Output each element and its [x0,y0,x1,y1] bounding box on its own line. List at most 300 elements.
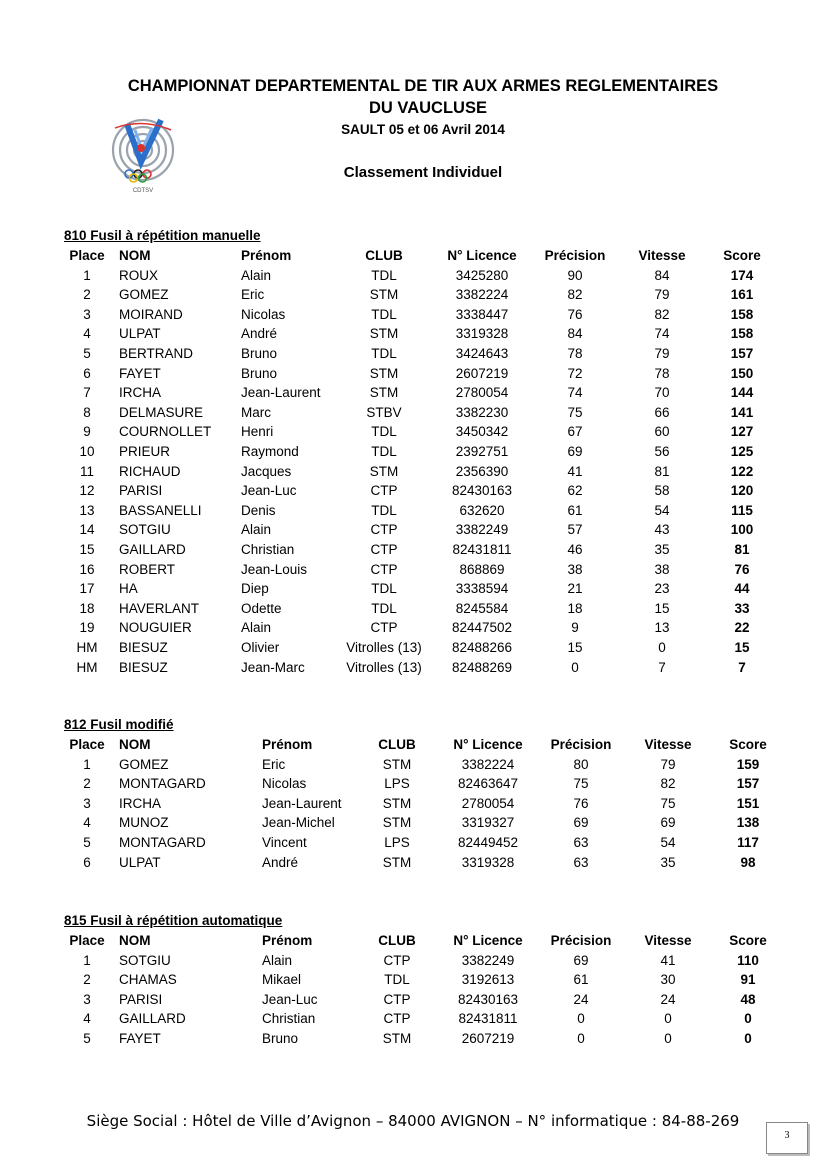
table-header [0,931,826,951]
cell-place: 2 [83,972,91,988]
cell-club: STM [382,1031,412,1046]
cell-club: TDL [371,346,397,361]
cell-vitesse: 82 [654,306,670,322]
cell-place: 13 [79,502,95,518]
header-nom: NOM [119,737,151,752]
cell-vitesse: 79 [654,287,670,303]
cell-licence: 2780054 [461,795,515,811]
cell-precision: 78 [567,346,583,361]
cell-precision: 61 [573,972,589,988]
cell-place: HM [76,640,98,655]
cell-club: STM [369,365,399,381]
cell-club: STM [369,385,399,401]
cell-vitesse: 41 [660,952,676,968]
cell-place: 10 [79,444,95,459]
event-subtitle: SAULT 05 et 06 Avril 2014 [341,122,505,137]
cell-club: CTP [370,483,398,499]
cell-place: 6 [83,365,91,381]
cell-nom: GOMEZ [119,756,169,772]
page-number: 3 [766,1122,808,1154]
cell-prenom: Eric [241,287,265,303]
cell-nom: PARISI [119,483,163,499]
cell-club: STM [382,815,412,831]
cell-score: 151 [736,795,760,811]
header-score: Score [723,248,761,263]
cell-score: 100 [730,522,754,538]
cell-licence: 82431811 [452,542,512,557]
table-row [0,520,826,540]
cell-licence: 3338594 [455,581,509,597]
cell-nom: PARISI [119,991,163,1007]
cell-nom: CHAMAS [119,972,177,988]
cell-precision: 69 [573,815,589,831]
header-prenom: Prénom [262,737,313,752]
cell-club: STM [369,326,399,342]
cell-licence: 3319327 [461,815,515,831]
cell-club: CTP [370,542,398,557]
cell-club: STM [382,854,412,870]
table-row [0,755,826,775]
cell-nom: ULPAT [119,326,161,342]
cell-score: 44 [734,581,750,597]
table-row [0,266,826,286]
cell-prenom: Raymond [241,444,299,459]
table-row [0,658,826,678]
cell-prenom: Jacques [241,463,292,479]
cell-nom: MONTAGARD [119,776,206,792]
cell-vitesse: 56 [654,444,670,459]
cell-vitesse: 84 [654,267,670,283]
header-score: Score [729,737,767,752]
cell-club: CTP [383,952,411,968]
cell-score: 117 [737,835,759,850]
cell-place: 11 [79,463,94,479]
table-row [0,403,826,423]
cell-vitesse: 54 [654,502,670,518]
table-row [0,305,826,325]
cell-licence: 82488266 [451,640,513,655]
cell-nom: SOTGIU [119,952,171,968]
header-precision: Précision [550,737,612,752]
cell-vitesse: 7 [658,659,666,675]
cell-prenom: Jean-Michel [262,815,335,831]
cell-score: 76 [734,561,750,577]
table-row [0,462,826,482]
table-row [0,990,826,1010]
header-nom: NOM [119,933,151,948]
cell-prenom: Jean-Louis [241,561,308,577]
cell-prenom: Nicolas [262,776,307,792]
cell-nom: RICHAUD [119,463,181,479]
header-club: CLUB [365,248,403,263]
cell-licence: 8245584 [455,600,509,616]
cell-precision: 80 [573,756,589,772]
header-nom: NOM [119,248,151,263]
cell-club: STM [382,795,412,811]
table-row [0,324,826,344]
cell-vitesse: 30 [660,972,676,988]
cell-precision: 21 [567,581,583,597]
section-title: 810 Fusil à répétition manuelle [64,228,261,243]
cell-nom: COURNOLLET [119,424,212,440]
cell-precision: 72 [567,365,583,381]
cell-prenom: Alain [262,952,293,968]
cell-nom: ROBERT [119,561,176,577]
cell-nom: DELMASURE [119,404,204,420]
cell-club: LPS [384,776,410,792]
cell-score: 122 [730,463,754,479]
cell-prenom: Vincent [262,835,307,850]
cell-nom: NOUGUIER [119,620,192,636]
table-row [0,618,826,638]
cell-precision: 0 [577,1011,585,1027]
table-row [0,285,826,305]
cell-nom: IRCHA [119,795,162,811]
cell-licence: 2780054 [455,385,509,401]
cell-score: 120 [730,483,754,499]
cell-licence: 632620 [459,502,505,518]
cell-vitesse: 0 [658,640,666,655]
cell-place: HM [76,659,98,675]
document-title: CHAMPIONNAT DEPARTEMENTAL DE TIR AUX ARMES REGLEMENTAIRES [127,77,719,95]
cell-club: TDL [371,267,397,283]
cell-licence: 82430163 [451,483,513,499]
header-prenom: Prénom [262,933,313,948]
cell-place: 2 [83,287,91,303]
cell-licence: 3319328 [455,326,509,342]
cell-prenom: Henri [241,424,274,440]
table-row [0,364,826,384]
cell-score: 48 [740,991,756,1007]
cell-licence: 3192613 [461,972,515,988]
cell-precision: 75 [567,404,583,420]
cell-vitesse: 13 [654,620,670,636]
cell-precision: 15 [567,640,583,655]
cell-licence: 3382230 [455,404,509,420]
cell-precision: 18 [567,600,583,616]
cell-score: 127 [730,424,754,440]
cell-precision: 0 [577,1031,585,1046]
cell-score: 158 [730,326,754,342]
table-row [0,833,826,853]
header-vitesse: Vitesse [644,933,692,948]
cell-place: 8 [83,404,91,420]
cell-club: STBV [366,404,402,420]
cell-licence: 3382249 [461,952,515,968]
cell-precision: 46 [567,542,583,557]
cell-score: 138 [736,815,760,831]
cell-nom: PRIEUR [119,444,171,459]
cell-nom: ROUX [119,267,159,283]
cell-club: TDL [384,972,410,988]
table-row [0,970,826,990]
cell-nom: MUNOZ [119,815,169,831]
cell-precision: 63 [573,854,589,870]
table-header [0,735,826,755]
cell-score: 22 [734,620,750,636]
table-row [0,794,826,814]
cell-vitesse: 35 [660,854,676,870]
cell-club: Vitrolles (13) [346,659,422,675]
cell-precision: 62 [567,483,583,499]
header-licence: N° Licence [453,933,523,948]
cell-vitesse: 82 [660,776,676,792]
header-precision: Précision [544,248,606,263]
cell-precision: 67 [567,424,583,440]
cell-nom: BASSANELLI [119,502,202,518]
cell-score: 150 [730,365,754,381]
table-row [0,853,826,873]
cell-prenom: Bruno [241,346,278,361]
cell-vitesse: 43 [654,522,670,538]
cell-vitesse: 79 [654,346,670,361]
cell-prenom: Jean-Luc [262,991,318,1007]
cell-place: 4 [83,326,91,342]
cell-place: 5 [83,1031,91,1046]
cell-club: CTP [370,561,398,577]
cdtsv-logo [105,110,185,196]
cell-score: 33 [734,600,750,616]
cell-precision: 63 [573,835,589,850]
table-row [0,1029,826,1049]
cell-club: TDL [371,581,397,597]
cell-prenom: Denis [241,502,276,518]
cell-licence: 2607219 [461,1031,515,1046]
cell-score: 110 [737,952,759,968]
cell-club: CTP [383,1011,411,1027]
cell-club: TDL [371,502,397,518]
cell-club: TDL [371,424,397,440]
cell-vitesse: 75 [660,795,676,811]
cell-prenom: Mikael [262,972,302,988]
cell-nom: GAILLARD [119,1011,186,1027]
cell-score: 158 [730,306,754,322]
cell-place: 19 [79,620,95,636]
cell-club: LPS [384,835,410,850]
cell-vitesse: 69 [660,815,676,831]
header-place: Place [69,248,105,263]
cell-club: TDL [371,444,397,459]
cell-licence: 82431811 [458,1011,518,1027]
cell-score: 157 [736,776,760,792]
table-row [0,813,826,833]
cell-place: 1 [83,267,91,283]
cell-nom: SOTGIU [119,522,171,538]
cell-licence: 3338447 [455,306,509,322]
cell-licence: 82488269 [451,659,513,675]
table-row [0,1009,826,1029]
cell-score: 161 [730,287,754,303]
cell-club: CTP [370,620,398,636]
cell-place: 18 [79,600,95,616]
cell-nom: FAYET [119,365,161,381]
section-title: 815 Fusil à répétition automatique [64,913,283,928]
cell-nom: HA [119,581,138,597]
cell-nom: BERTRAND [119,346,194,361]
cell-licence: 2356390 [455,463,509,479]
cell-precision: 41 [567,463,583,479]
cell-score: 144 [730,385,754,401]
header-place: Place [69,933,105,948]
cell-prenom: Jean-Laurent [241,385,321,401]
header-club: CLUB [378,737,416,752]
cell-vitesse: 60 [654,424,670,440]
cell-prenom: Alain [241,267,272,283]
cell-licence: 3382224 [461,756,515,772]
cell-licence: 3319328 [461,854,515,870]
cell-prenom: Christian [262,1011,316,1027]
cell-licence: 3450342 [455,424,509,440]
cell-licence: 82430163 [457,991,519,1007]
cell-score: 98 [740,854,756,870]
cell-precision: 69 [573,952,589,968]
cell-vitesse: 58 [654,483,670,499]
cell-precision: 84 [567,326,583,342]
cell-vitesse: 23 [654,581,670,597]
cell-precision: 76 [567,306,583,322]
table-header [0,246,826,266]
table-row [0,442,826,462]
cell-club: STM [382,756,412,772]
cell-nom: ULPAT [119,854,161,870]
cell-nom: BIESUZ [119,640,168,655]
cell-prenom: Jean-Laurent [262,795,342,811]
cell-licence: 868869 [459,561,505,577]
table-row [0,383,826,403]
cell-nom: MONTAGARD [119,835,206,850]
cell-nom: GOMEZ [119,287,169,303]
cell-prenom: Christian [241,542,295,557]
cell-prenom: Olivier [241,640,280,655]
cell-place: 3 [83,795,91,811]
cell-nom: HAVERLANT [119,600,200,616]
cell-vitesse: 0 [664,1011,672,1027]
cell-club: CTP [383,991,411,1007]
cell-place: 14 [79,522,95,538]
cell-place: 3 [83,991,91,1007]
cell-prenom: André [262,854,299,870]
cell-club: STM [369,287,399,303]
cell-precision: 57 [567,522,583,538]
cell-club: STM [369,463,399,479]
cell-precision: 76 [573,795,589,811]
cell-precision: 9 [571,620,579,636]
cell-licence: 3382249 [455,522,509,538]
cell-place: 15 [79,542,95,557]
header-licence: N° Licence [453,737,523,752]
cell-prenom: Eric [262,756,286,772]
cell-score: 91 [740,972,756,988]
cell-score: 125 [730,444,754,459]
cell-place: 5 [83,346,91,361]
cell-prenom: Alain [241,522,272,538]
header-prenom: Prénom [241,248,292,263]
cell-club: Vitrolles (13) [346,640,422,655]
footer-address: Siège Social : Hôtel de Ville d’Avignon – 84000 AVIGNON – N° informatique : 84-88-269 [86,1112,740,1130]
cell-nom: BIESUZ [119,659,168,675]
table-row [0,638,826,658]
cell-vitesse: 15 [654,600,670,616]
cell-prenom: Diep [241,581,269,597]
cell-place: 17 [79,581,95,597]
cell-score: 0 [744,1031,752,1046]
cell-nom: IRCHA [119,385,162,401]
cell-vitesse: 66 [654,404,670,420]
table-row [0,774,826,794]
cell-place: 4 [83,815,91,831]
table-row [0,344,826,364]
table-row [0,422,826,442]
cell-club: TDL [371,306,397,322]
cell-vitesse: 78 [654,365,670,381]
cell-licence: 82463647 [457,776,519,792]
cell-prenom: Jean-Luc [241,483,297,499]
cell-vitesse: 54 [660,835,676,850]
cell-place: 2 [83,776,91,792]
cell-precision: 90 [567,267,583,283]
cell-nom: MOIRAND [119,306,183,322]
cell-vitesse: 0 [664,1031,672,1046]
cell-prenom: Odette [241,600,282,616]
cell-score: 157 [730,346,754,361]
cell-licence: 2607219 [455,365,509,381]
cell-licence: 3425280 [455,267,509,283]
cell-licence: 2392751 [455,444,509,459]
cell-vitesse: 74 [654,326,670,342]
cell-place: 7 [83,385,91,401]
header-precision: Précision [550,933,612,948]
cell-precision: 74 [567,385,583,401]
cell-licence: 3424643 [455,346,509,361]
cell-vitesse: 24 [660,991,676,1007]
cell-vitesse: 79 [660,756,676,772]
cell-prenom: Marc [241,404,271,420]
cell-prenom: André [241,326,278,342]
cell-score: 15 [734,640,750,655]
cell-precision: 0 [571,659,579,675]
table-row [0,951,826,971]
classement-title: Classement Individuel [343,164,503,181]
table-row [0,579,826,599]
cell-vitesse: 81 [654,463,670,479]
cell-place: 6 [83,854,91,870]
header-vitesse: Vitesse [644,737,692,752]
cell-place: 4 [83,1011,91,1027]
table-row [0,540,826,560]
cell-nom: GAILLARD [119,542,186,557]
cell-score: 174 [730,267,754,283]
cell-licence: 82447502 [451,620,513,636]
table-row [0,501,826,521]
cell-score: 115 [731,502,753,518]
cell-place: 1 [83,952,91,968]
cell-prenom: Alain [241,620,272,636]
cell-prenom: Bruno [262,1031,299,1046]
header-licence: N° Licence [447,248,517,263]
cell-precision: 82 [567,287,583,303]
header-vitesse: Vitesse [638,248,686,263]
cell-club: TDL [371,600,397,616]
cell-place: 5 [83,835,91,850]
cell-precision: 24 [573,991,589,1007]
cell-prenom: Jean-Marc [241,659,305,675]
cell-precision: 61 [567,502,583,518]
cell-place: 9 [83,424,91,440]
header-club: CLUB [378,933,416,948]
table-row [0,599,826,619]
table-row [0,560,826,580]
cell-club: CTP [370,522,398,538]
